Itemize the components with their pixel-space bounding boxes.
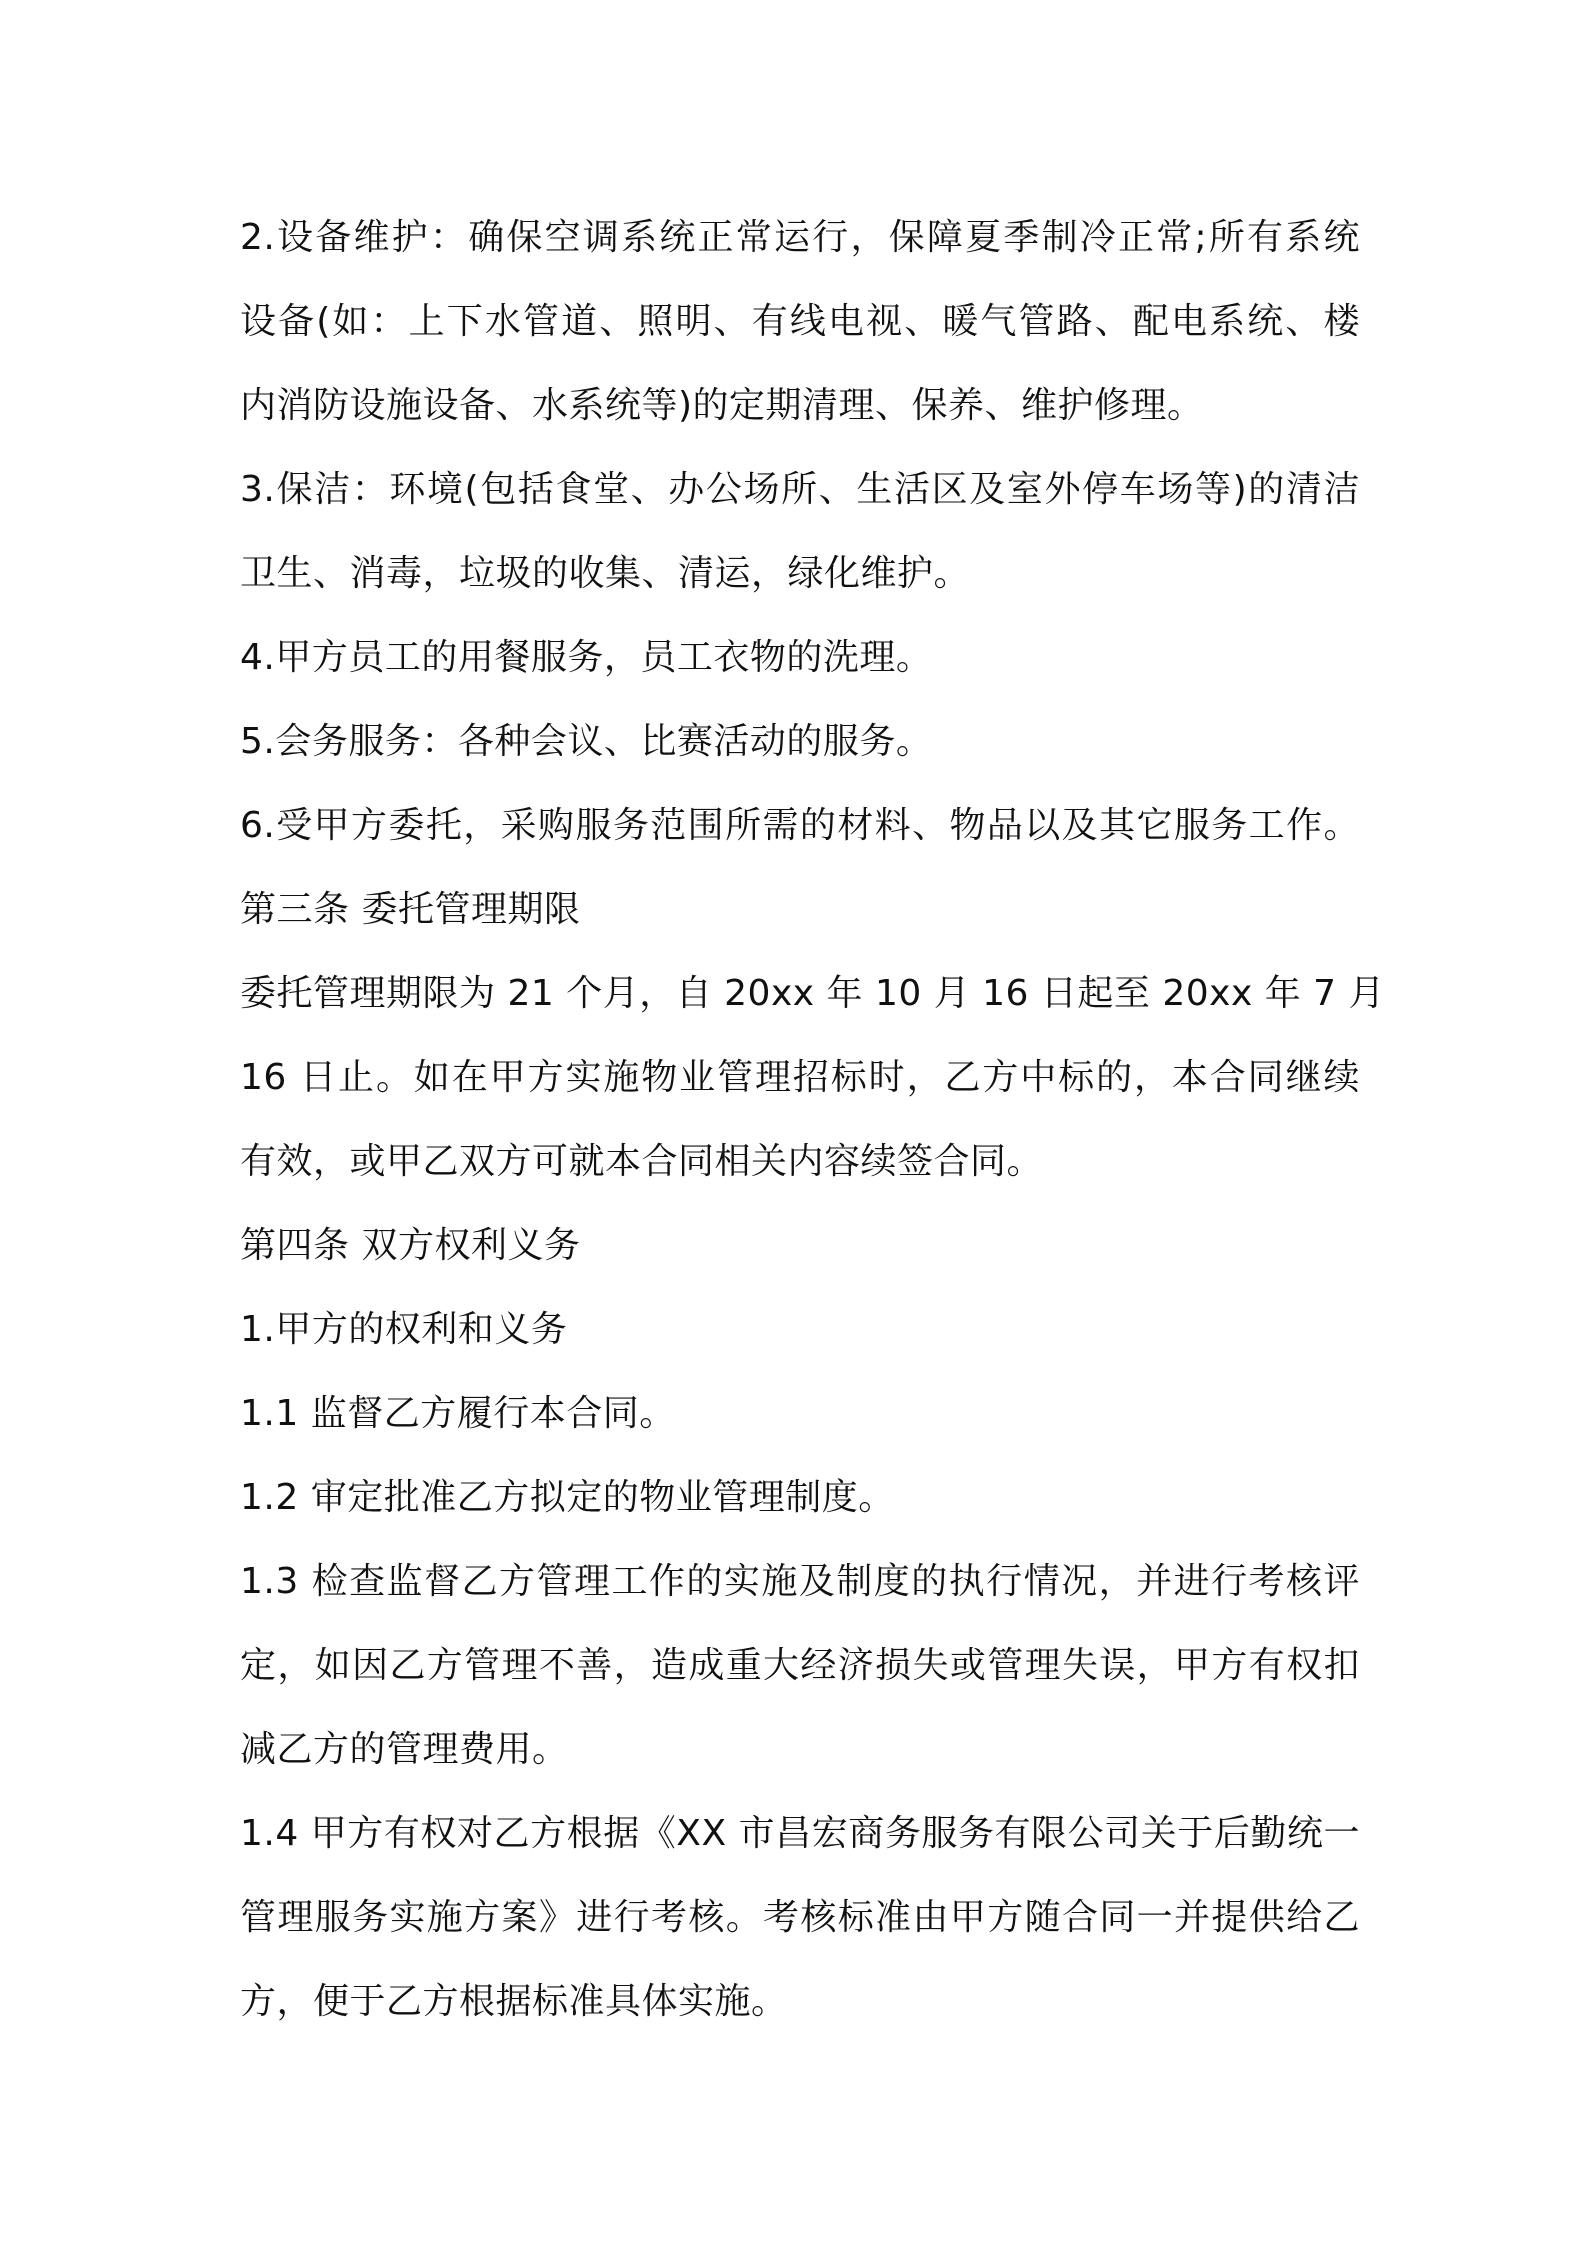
clause-2-line-3: 内消防设施设备、水系统等)的定期清理、保养、维护修理。	[240, 385, 1204, 426]
clause-6: 6.受甲方委托，采购服务范围所需的材料、物品以及其它服务工作。	[240, 805, 1360, 846]
article-3-line-1: 委托管理期限为 21 个月，自 20xx 年 10 月 16 日起至 20xx 年 7 月	[240, 973, 1385, 1014]
clause-5: 5.会务服务：各种会议、比赛活动的服务。	[240, 721, 933, 762]
clause-1-1: 1.1 监督乙方履行本合同。	[240, 1393, 676, 1434]
clause-1-4-line-2: 管理服务实施方案》进行考核。考核标准由甲方随合同一并提供给乙	[240, 1897, 1360, 1938]
clause-1-3-line-3: 减乙方的管理费用。	[240, 1729, 569, 1770]
article-3-line-3: 有效，或甲乙双方可就本合同相关内容续签合同。	[240, 1141, 1044, 1182]
clause-1-2: 1.2 审定批准乙方拟定的物业管理制度。	[240, 1477, 895, 1518]
article-4-heading: 第四条 双方权利义务	[240, 1225, 581, 1266]
clause-1-4-line-1: 1.4 甲方有权对乙方根据《XX 市昌宏商务服务有限公司关于后勤统一	[240, 1813, 1360, 1854]
clause-4: 4.甲方员工的用餐服务，员工衣物的洗理。	[240, 637, 933, 678]
party-a-rights-heading: 1.甲方的权利和义务	[240, 1309, 568, 1350]
article-3-heading: 第三条 委托管理期限	[240, 889, 581, 930]
clause-1-4-line-3: 方，便于乙方根据标准具体实施。	[240, 1981, 788, 2022]
document-page	[240, 196, 1385, 2044]
clause-1-3-line-2: 定，如因乙方管理不善，造成重大经济损失或管理失误，甲方有权扣	[240, 1645, 1360, 1686]
clause-1-3-line-1: 1.3 检查监督乙方管理工作的实施及制度的执行情况，并进行考核评	[240, 1561, 1360, 1602]
clause-2-line-2: 设备(如：上下水管道、照明、有线电视、暖气管路、配电系统、楼	[240, 301, 1360, 342]
clause-3-line-2: 卫生、消毒，垃圾的收集、清运，绿化维护。	[240, 553, 971, 594]
article-3-line-2: 16 日止。如在甲方实施物业管理招标时，乙方中标的，本合同继续	[240, 1057, 1360, 1098]
clause-3-line-1: 3.保洁：环境(包括食堂、办公场所、生活区及室外停车场等)的清洁	[240, 469, 1360, 510]
clause-2-line-1: 2.设备维护：确保空调系统正常运行，保障夏季制冷正常;所有系统	[240, 217, 1360, 258]
